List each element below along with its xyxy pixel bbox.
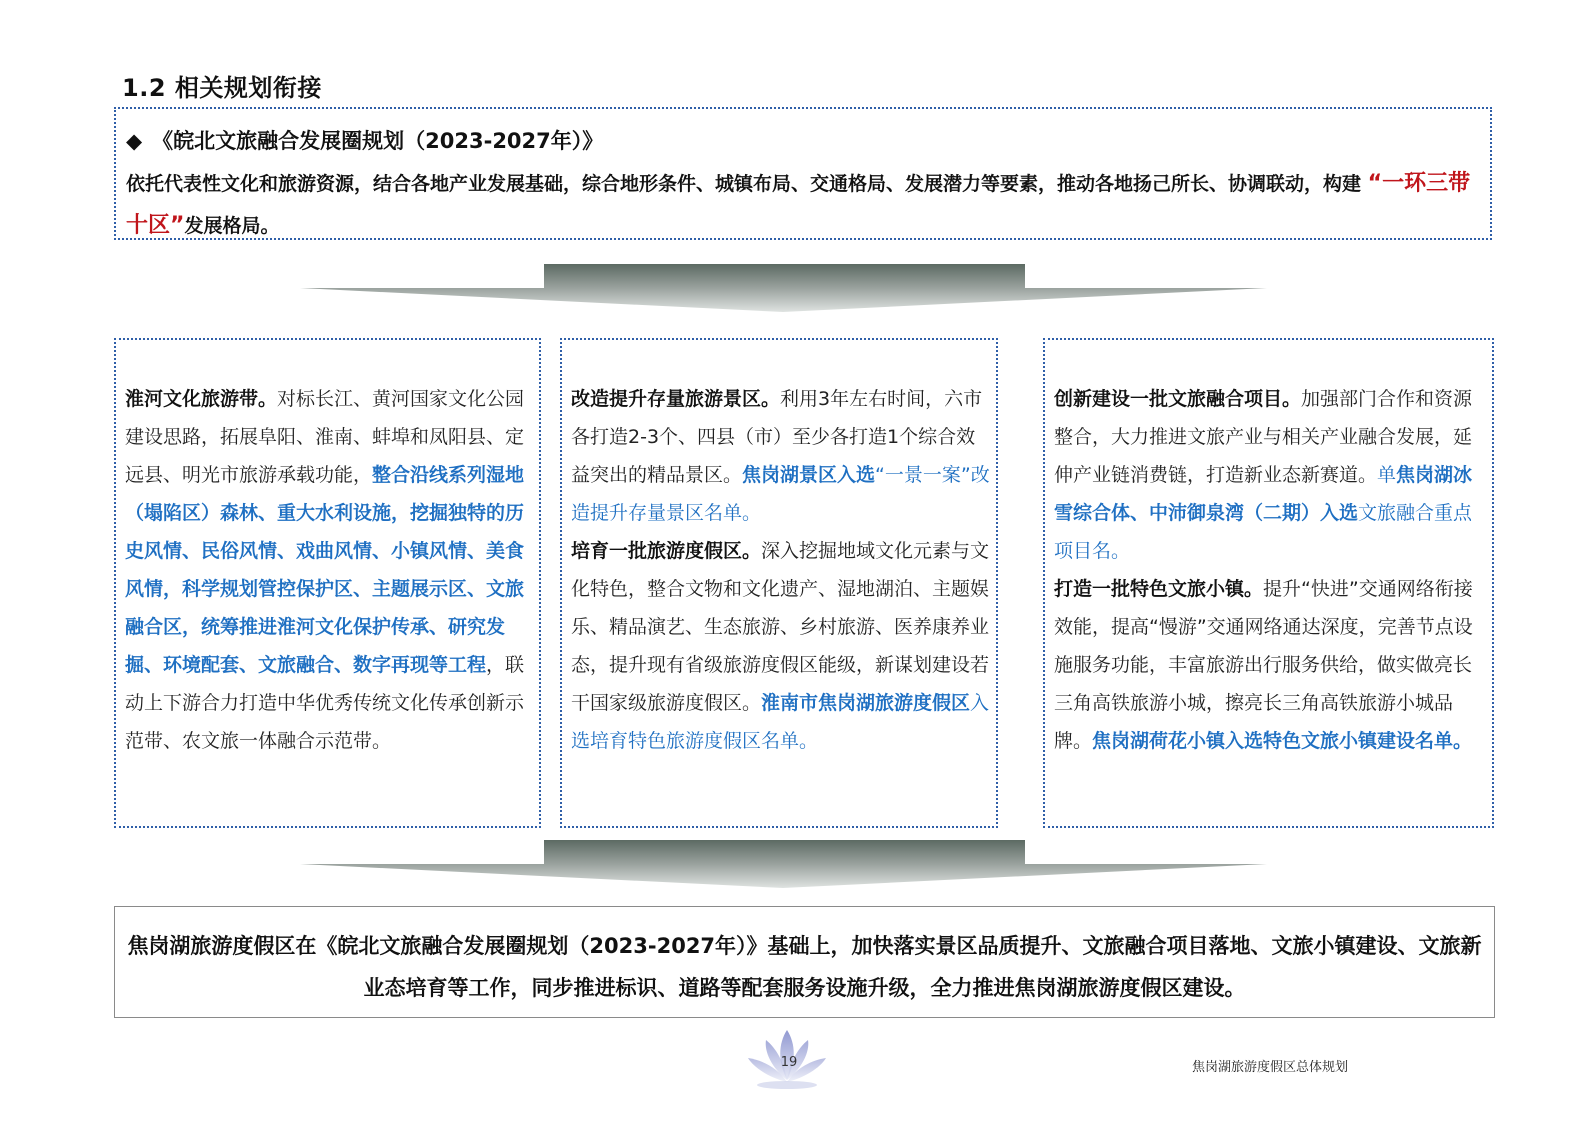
col2-p2-text: 深入挖掘地域文化元素与文化特色，整合文物和文化遗产、湿地湖泊、主题娱乐、精品演艺、生态旅游、乡村旅游、医养康养业态，提升现有省级旅游度假区能级，新谋划建设若干国家级旅游度假区。 <box>571 540 990 714</box>
page-number: 19 <box>780 1055 798 1070</box>
col1-lead: 淮河文化旅游带。 <box>125 388 278 410</box>
conclusion-text: 焦岗湖旅游度假区在《皖北文旅融合发展圈规划（2023-2027年）》基础上，加快落实景区品质提升、文旅融合项目落地、文旅小镇建设、文旅新业态培育等工作，同步推进标识、道路等配套服务设施升级，全力推进焦岗湖旅游度假区建设。 <box>127 934 1482 1000</box>
col2-p1-blue: “一景一案”改造提升存量景区名单。 <box>571 464 990 524</box>
col3-p2-text: 提升“快进”交通网络衔接效能，提高“慢游”交通网络通达深度，完善节点设施服务功能，丰富旅游出行服务供给，做实做亮长三角高铁旅游小城，擦亮长三角高铁旅游小城品牌。 <box>1054 578 1473 752</box>
scenic-upgrade-text <box>571 380 990 760</box>
plan-summary-text <box>126 163 1481 247</box>
scenic-upgrade-box <box>560 338 998 828</box>
col2-p2-lead: 培育一批旅游度假区。 <box>571 540 762 562</box>
col2-p1-text: 利用3年左右时间，六市各打造2-3个、四县（市）至少各打造1个综合效益突出的精品景区。 <box>571 388 983 486</box>
cultural-project-box <box>1043 338 1494 828</box>
huaihe-culture-belt-text <box>125 380 533 760</box>
col3-p1-blue: 文旅融合重点项目名。 <box>1054 502 1473 562</box>
cultural-project-text <box>1054 380 1486 760</box>
col1-text1: 对标长江、黄河国家文化公园建设思路，拓展阜阳、淮南、蚌埠和凤阳县、定远县、明光市旅游承载功能， <box>125 388 525 486</box>
plan-title <box>126 125 603 155</box>
summary-text-before: 依托代表性文化和旅游资源，结合各地产业发展基础，综合地形条件、城镇布局、交通格局、发展潜力等要素，推动各地扬己所长、协调联动，构建 <box>126 173 1362 195</box>
highlight-pattern: “一环三带十区” <box>126 171 1471 238</box>
col2-p1-lead: 改造提升存量旅游景区。 <box>571 388 781 410</box>
col3-p1-text: 加强部门合作和资源整合，大力推进文旅产业与相关产业融合发展，延伸产业链消费链，打造新业态新赛道。 <box>1054 388 1473 486</box>
down-arrow-icon <box>300 840 1267 902</box>
col3-p1-blue-bold: 焦岗湖冰雪综合体、中沛御泉湾（二期）入选 <box>1054 464 1473 524</box>
diamond-bullet-icon: ◆ <box>126 129 143 153</box>
col2-p2-blue-bold: 淮南市焦岗湖旅游度假区 <box>761 692 971 714</box>
col3-p2-lead: 打造一批特色文旅小镇。 <box>1054 578 1264 600</box>
conclusion-box <box>114 906 1495 1018</box>
col2-p2-blue: 入选培育特色旅游度假区名单。 <box>571 692 990 752</box>
footer-doc-title: 焦岗湖旅游度假区总体规划 <box>1192 1060 1349 1075</box>
down-arrow-icon <box>300 264 1267 326</box>
col1-blue-text: 整合沿线系列湿地（塌陷区）森林、重大水利设施，挖掘独特的历史风情、民俗风情、戏曲风情、小镇风情、美食风情，科学规划管控保护区、主题展示区、文旅融合区，统筹推进淮河文化保护传承、研究发掘、环境配套、文旅融合、数字再现等工程 <box>125 464 525 676</box>
summary-text-after: 发展格局。 <box>184 215 280 237</box>
plan-summary-box <box>114 107 1492 240</box>
section-heading: 1.2 相关规划衔接 <box>122 74 322 102</box>
col1-text2: ，联动上下游合力打造中华优秀传统文化传承创新示范带、农文旅一体融合示范带。 <box>125 654 525 752</box>
col3-p1-lead: 创新建设一批文旅融合项目。 <box>1054 388 1302 410</box>
col2-p1-blue-bold: 焦岗湖景区入选 <box>742 464 876 486</box>
plan-title-text: 《皖北文旅融合发展圈规划（2023-2027年）》 <box>152 129 604 153</box>
col3-p1-blue-a: 单 <box>1377 464 1397 486</box>
huaihe-culture-belt-box <box>114 338 541 828</box>
col3-p2-blue-bold: 焦岗湖荷花小镇入选特色文旅小镇建设名单。 <box>1092 730 1473 752</box>
